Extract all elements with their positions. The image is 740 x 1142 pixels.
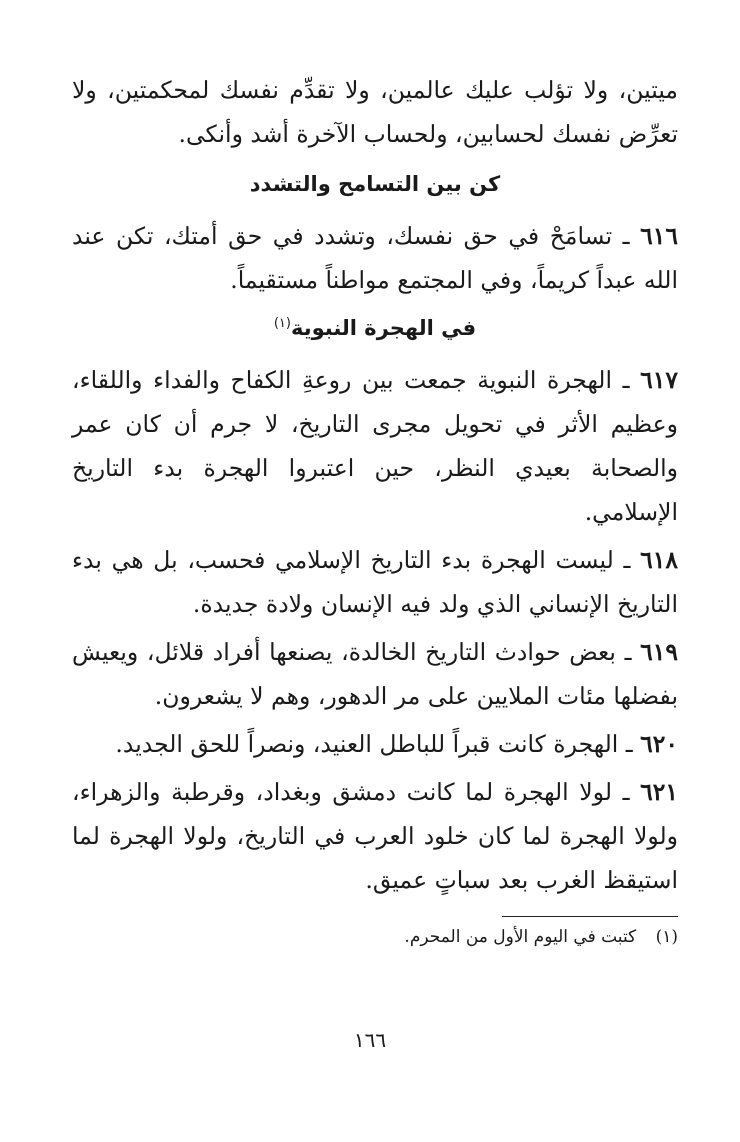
entry-text: بعض حوادث التاريخ الخالدة، يصنعها أفراد قلائل، ويعيش بفضلها مئات الملايين على مر الدهور، وهم لا يشعرون. xyxy=(72,638,678,710)
footnote xyxy=(72,919,678,955)
entry-number: ٦٢١ xyxy=(640,778,678,806)
entry-dash: ـ xyxy=(622,222,630,250)
page-number: ١٦٦ xyxy=(353,1028,387,1052)
entry-618 xyxy=(72,538,678,626)
entry-number: ٦١٦ xyxy=(640,222,678,250)
entry-dash: ـ xyxy=(622,366,630,394)
section-heading-text: كن بين التسامح والتشدد xyxy=(249,172,501,196)
entry-620 xyxy=(72,722,678,766)
entry-dash: ـ xyxy=(623,546,631,574)
entry-text: الهجرة النبوية جمعت بين روعةِ الكفاح والفداء واللقاء، وعظيم الأثر في تحويل مجرى التاريخ، لا جرم أن كان عمر والصحابة بعيدي النظر، حين اعتبروا الهجرة بدء التاريخ الإسلامي. xyxy=(72,366,678,526)
entry-number: ٦١٨ xyxy=(640,546,678,574)
entry-text: الهجرة كانت قبراً للباطل العنيد، ونصراً للحق الجديد. xyxy=(115,730,619,758)
entry-dash: ـ xyxy=(622,778,630,806)
footnote-reference[interactable]: (١) xyxy=(273,316,291,331)
entry-617 xyxy=(72,358,678,534)
entry-number: ٦١٧ xyxy=(640,366,678,394)
entry-dash: ـ xyxy=(625,730,633,758)
entry-616 xyxy=(72,214,678,302)
footnote-marker: (١) xyxy=(655,927,678,947)
section-heading-tolerance xyxy=(72,162,678,206)
entry-text: لولا الهجرة لما كانت دمشق وبغداد، وقرطبة والزهراء، ولولا الهجرة لما كان خلود العرب في التاريخ، ولولا الهجرة لما استيقظ الغرب بعد سباتٍ عميق. xyxy=(72,778,678,894)
entry-number: ٦٢٠ xyxy=(640,730,678,758)
entry-621 xyxy=(72,770,678,902)
continued-paragraph: ميتين، ولا تؤلب عليك عالمين، ولا تقدِّم نفسك لمحكمتين، ولا تعرِّض نفسك لحسابين، ولحساب الآخرة أشد وأنكى. xyxy=(72,76,678,148)
entry-619 xyxy=(72,630,678,718)
page-body xyxy=(72,68,678,1118)
entry-text: تسامَحْ في حق نفسك، وتشدد في حق أمتك، تكن عند الله عبداً كريماً، وفي المجتمع مواطناً مستقيماً. xyxy=(72,222,678,294)
entry-number: ٦١٩ xyxy=(640,638,678,666)
footnote-text: كتبت في اليوم الأول من المحرم. xyxy=(404,927,637,947)
entry-text: ليست الهجرة بدء التاريخ الإسلامي فحسب، بل هي بدء التاريخ الإنساني الذي ولد فيه الإنسان ولادة جديدة. xyxy=(72,546,678,618)
entry-dash: ـ xyxy=(624,638,632,666)
footnote-divider xyxy=(502,916,678,917)
section-heading-text: في الهجرة النبوية xyxy=(290,316,477,340)
section-heading-hijra xyxy=(72,306,678,350)
